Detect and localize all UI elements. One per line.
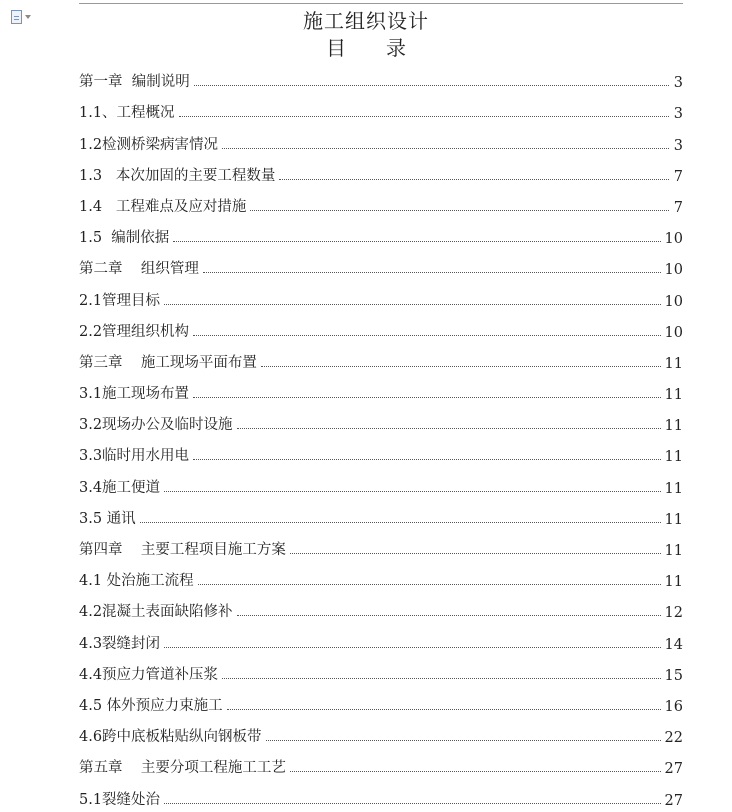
toc-page-number: 11 bbox=[664, 355, 683, 372]
toc-page-number: 12 bbox=[664, 605, 683, 622]
toc-entry[interactable] bbox=[79, 154, 683, 185]
toc-entry-label: 1.4 工程难点及应对措施 bbox=[79, 198, 247, 215]
toc-entry[interactable] bbox=[79, 185, 683, 216]
toc-entry[interactable] bbox=[79, 122, 683, 153]
toc-entry-label: 3.4施工便道 bbox=[79, 479, 161, 496]
toc-entry[interactable] bbox=[79, 434, 683, 465]
toc-dot-leader bbox=[173, 240, 660, 242]
toc-entry[interactable] bbox=[79, 278, 683, 309]
document-title: 施工组织设计 bbox=[303, 9, 429, 33]
table-of-contents bbox=[79, 60, 683, 809]
toc-entry-label: 4.4预应力管道补压浆 bbox=[79, 666, 219, 683]
toc-dot-leader bbox=[261, 365, 661, 367]
toc-entry-label: 5.1裂缝处治 bbox=[79, 791, 161, 808]
toc-entry[interactable] bbox=[79, 559, 683, 590]
toc-entry-label: 3.1施工现场布置 bbox=[79, 386, 190, 403]
toc-entry-label: 第五章 主要分项工程施工工艺 bbox=[79, 760, 286, 777]
toc-entry-label: 4.3裂缝封闭 bbox=[79, 635, 161, 652]
toc-dot-leader bbox=[290, 552, 661, 554]
toc-entry[interactable] bbox=[79, 590, 683, 621]
toc-entry[interactable] bbox=[79, 60, 683, 91]
toc-dot-leader bbox=[237, 427, 661, 429]
toc-entry[interactable] bbox=[79, 310, 683, 341]
toc-entry-label: 1.5 编制依据 bbox=[79, 230, 170, 247]
toc-page-number: 11 bbox=[664, 449, 683, 466]
toc-dot-leader bbox=[237, 614, 661, 616]
toc-page-number: 11 bbox=[664, 511, 683, 528]
toc-dot-leader bbox=[140, 521, 661, 523]
toc-dot-leader bbox=[164, 802, 660, 804]
toc-entry-label: 3.2现场办公及临时设施 bbox=[79, 417, 233, 434]
toc-page-number: 11 bbox=[664, 480, 683, 497]
toc-heading: 目 录 bbox=[326, 36, 406, 60]
toc-entry-label: 4.2混凝土表面缺陷修补 bbox=[79, 604, 233, 621]
toc-entry-label: 3.3临时用水用电 bbox=[79, 448, 190, 465]
toc-entry-label: 第四章 主要工程项目施工方案 bbox=[79, 542, 286, 558]
toc-page-number: 3 bbox=[673, 75, 683, 92]
toc-entry[interactable] bbox=[79, 715, 683, 746]
toc-dot-leader bbox=[222, 677, 660, 679]
toc-dot-leader bbox=[250, 209, 669, 211]
toc-entry-label: 3.5 通讯 bbox=[79, 510, 136, 527]
toc-dot-leader bbox=[164, 490, 660, 492]
toc-entry-label: 1.1、工程概况 bbox=[79, 105, 175, 122]
page-top-rule bbox=[79, 3, 683, 4]
toc-page-number: 27 bbox=[664, 792, 683, 809]
toc-entry-label: 2.2管理组织机构 bbox=[79, 323, 190, 340]
toc-dot-leader bbox=[203, 271, 661, 273]
toc-page-number: 10 bbox=[664, 231, 683, 248]
toc-dot-leader bbox=[193, 458, 660, 460]
toc-entry[interactable] bbox=[79, 497, 683, 528]
toc-dot-leader bbox=[194, 84, 669, 86]
toc-page-number: 22 bbox=[664, 730, 683, 747]
toc-page-number: 14 bbox=[664, 636, 683, 653]
toc-dot-leader bbox=[164, 303, 660, 305]
toc-entry[interactable] bbox=[79, 372, 683, 403]
toc-dot-leader bbox=[193, 334, 660, 336]
toc-dot-leader bbox=[198, 583, 661, 585]
toc-page-number: 16 bbox=[664, 698, 683, 715]
toc-page-number: 11 bbox=[664, 543, 683, 559]
toc-page-number: 7 bbox=[673, 168, 683, 185]
toc-dot-leader bbox=[227, 708, 661, 710]
toc-page-number: 11 bbox=[664, 387, 683, 404]
toc-entry-label: 第一章 编制说明 bbox=[79, 74, 190, 91]
toc-entry-label: 4.5 体外预应力束施工 bbox=[79, 697, 223, 714]
toc-page-number: 3 bbox=[673, 137, 683, 154]
toc-entry[interactable] bbox=[79, 528, 683, 559]
toc-entry[interactable] bbox=[79, 403, 683, 434]
toc-entry[interactable] bbox=[79, 465, 683, 496]
toc-page-number: 11 bbox=[664, 574, 683, 591]
toc-entry-label: 4.1 处治施工流程 bbox=[79, 573, 194, 590]
toc-dot-leader bbox=[164, 646, 660, 648]
toc-entry-label: 第三章 施工现场平面布置 bbox=[79, 354, 257, 371]
toc-entry-label: 1.2检测桥梁病害情况 bbox=[79, 136, 219, 153]
toc-page-number: 11 bbox=[664, 418, 683, 435]
toc-entry[interactable] bbox=[79, 91, 683, 122]
toc-entry-label: 4.6跨中底板粘贴纵向钢板带 bbox=[79, 729, 262, 746]
toc-dot-leader bbox=[279, 178, 669, 180]
toc-entry[interactable] bbox=[79, 653, 683, 684]
toc-page-number: 10 bbox=[664, 324, 683, 341]
toc-entry[interactable] bbox=[79, 341, 683, 372]
toc-entry[interactable] bbox=[79, 777, 683, 808]
toc-entry[interactable] bbox=[79, 247, 683, 278]
toc-page-number: 7 bbox=[673, 199, 683, 216]
toc-dot-leader bbox=[266, 739, 661, 741]
toc-page-number: 15 bbox=[664, 667, 683, 684]
toc-dot-leader bbox=[193, 396, 660, 398]
toc-page-number: 27 bbox=[664, 761, 683, 778]
toc-entry[interactable] bbox=[79, 621, 683, 652]
toc-entry-label: 第二章 组织管理 bbox=[79, 261, 199, 278]
toc-dot-leader bbox=[290, 770, 661, 772]
toc-dot-leader bbox=[222, 147, 669, 149]
toc-entry-label: 2.1管理目标 bbox=[79, 292, 161, 309]
toc-page-number: 10 bbox=[664, 262, 683, 279]
toc-entry-label: 1.3 本次加固的主要工程数量 bbox=[79, 167, 276, 184]
toc-entry[interactable] bbox=[79, 746, 683, 777]
toc-entry[interactable] bbox=[79, 216, 683, 247]
toc-entry[interactable] bbox=[79, 684, 683, 715]
toc-page-number: 3 bbox=[673, 106, 683, 123]
toc-page-number: 10 bbox=[664, 293, 683, 310]
toc-dot-leader bbox=[179, 115, 669, 117]
